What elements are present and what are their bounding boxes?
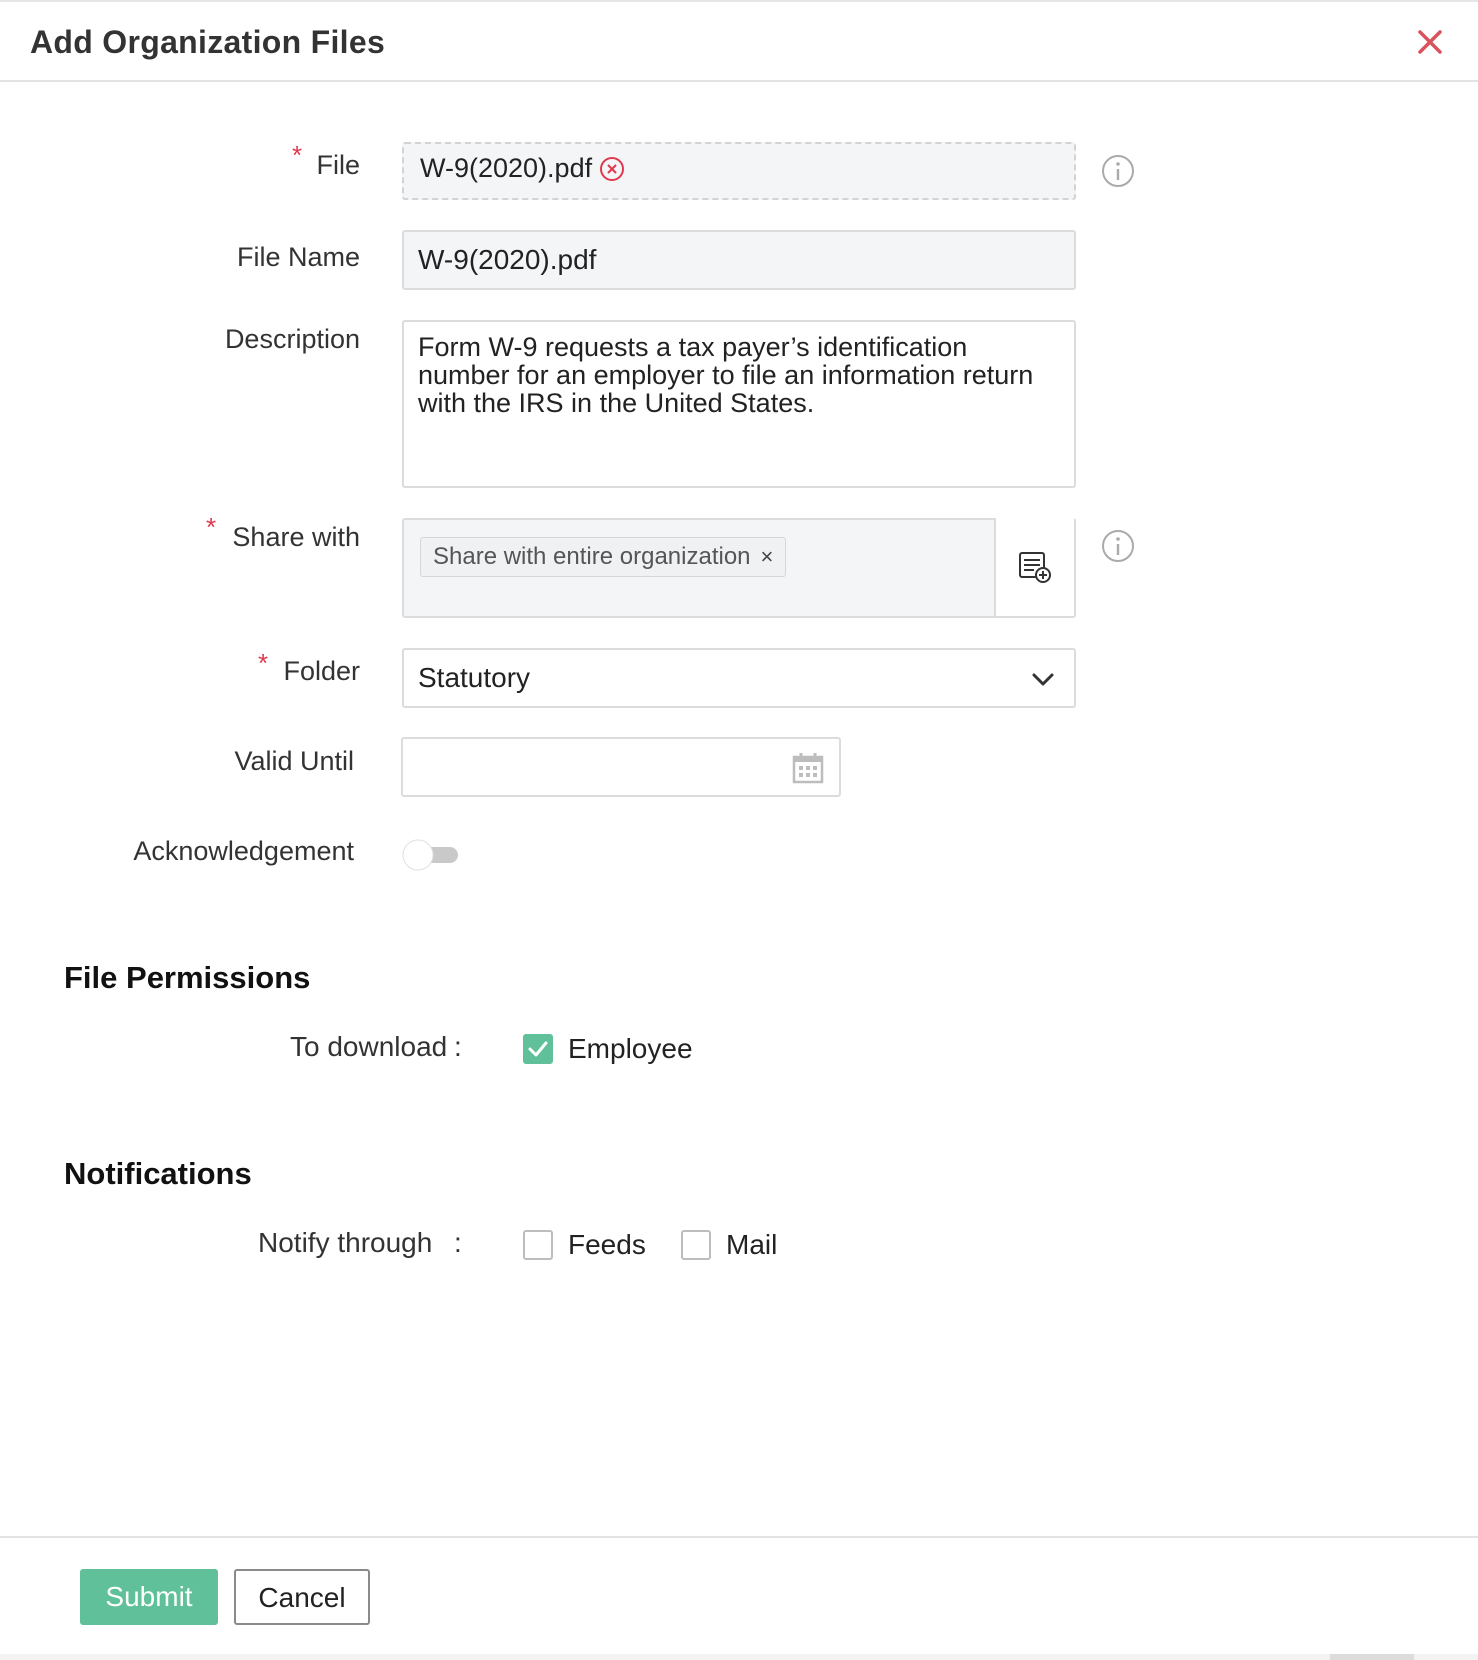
dialog-header — [0, 2, 1478, 82]
required-marker: * — [258, 648, 269, 678]
required-marker: * — [292, 140, 303, 170]
submit-button[interactable]: Submit — [80, 1569, 218, 1625]
dialog-footer — [0, 1536, 1478, 1660]
remove-tag-button[interactable]: × — [760, 544, 774, 569]
remove-file-button[interactable] — [598, 155, 626, 183]
notify-through-label: Notify through — [258, 1227, 433, 1258]
to-download-label: To download — [290, 1031, 448, 1062]
info-icon[interactable] — [1100, 153, 1136, 189]
acknowledgement-label: Acknowledgement — [133, 836, 354, 866]
calendar-icon[interactable] — [791, 751, 825, 785]
acknowledgement-toggle[interactable] — [400, 838, 460, 872]
feeds-checkbox[interactable] — [523, 1230, 553, 1260]
mail-checkbox[interactable] — [681, 1230, 711, 1260]
add-share-icon — [996, 518, 1076, 616]
folder-label: Folder — [283, 656, 360, 686]
notifications-title: Notifications — [64, 1156, 252, 1191]
uploaded-file-name: W-9(2020).pdf — [420, 153, 593, 183]
cancel-button[interactable]: Cancel — [234, 1569, 370, 1625]
close-icon — [1410, 22, 1450, 62]
share-tag — [420, 537, 786, 577]
add-share-button[interactable] — [994, 518, 1074, 616]
separator: : — [454, 1227, 462, 1258]
remove-file-icon — [598, 155, 626, 183]
file-name-label: File Name — [236, 242, 360, 272]
info-icon[interactable] — [1100, 528, 1136, 564]
dialog-title: Add Organization Files — [30, 24, 386, 60]
separator: : — [454, 1031, 462, 1062]
mail-label: Mail — [726, 1229, 778, 1260]
file-permissions-title: File Permissions — [64, 960, 311, 995]
file-name-value: W-9(2020).pdf — [418, 244, 597, 275]
employee-checkbox[interactable] — [523, 1034, 553, 1064]
close-button[interactable] — [1410, 22, 1450, 62]
chevron-down-icon — [1030, 667, 1056, 693]
file-label: File — [316, 150, 360, 180]
share-tag-label: Share with entire organization — [433, 543, 751, 570]
folder-value: Statutory — [418, 662, 531, 693]
description-label: Description — [224, 324, 360, 354]
valid-until-label: Valid Until — [234, 746, 354, 776]
share-with-label: Share with — [232, 522, 360, 552]
feeds-label: Feeds — [568, 1229, 646, 1260]
required-marker: * — [206, 512, 217, 542]
employee-label: Employee — [568, 1033, 693, 1064]
scrollbar-thumb[interactable] — [1330, 1654, 1414, 1660]
horizontal-scrollbar[interactable] — [0, 1654, 1478, 1660]
description-value: Form W-9 requests a tax payer’s identification number for an employer to file an information return with the IRS in the United States. — [418, 332, 1034, 418]
valid-until-input[interactable] — [401, 737, 841, 797]
